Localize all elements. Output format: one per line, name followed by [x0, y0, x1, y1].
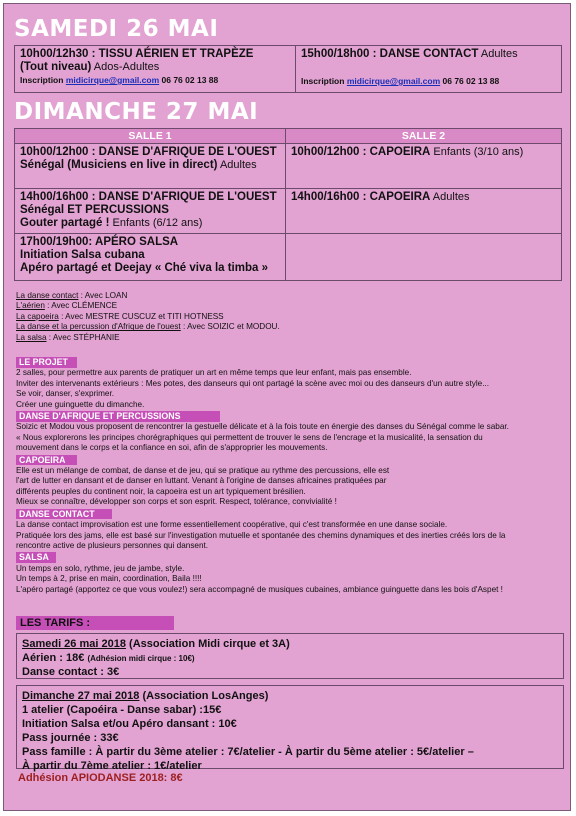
teacher-line — [16, 291, 564, 301]
tarifs-heading: LES TARIFS : — [16, 616, 174, 630]
aerien-price: Aérien : 18€ — [22, 652, 85, 664]
afrique-line: mouvement dans le corps et la confiance en soi, afin de s'approprier les mouvements. — [16, 443, 328, 453]
tarif-line: Pass famille : À partir du 3ème atelier : 7€/atelier - À partir du 5ème atelier : 5€/atelier – — [22, 746, 474, 758]
saturday-title: SAMEDI 26 MAI — [14, 16, 219, 42]
saturday-left-audience: Ados-Adultes — [93, 61, 160, 73]
projet-line: Inviter des intervenants extérieurs : Mes potes, des danseurs qui ont partagé la scène avec moi ou des danseurs d'un autre style... — [16, 378, 490, 388]
email-link[interactable]: midicirque@gmail.com — [65, 75, 160, 85]
tarifs-sunday-box — [16, 685, 564, 772]
contact-heading: DANSE CONTACT — [16, 509, 112, 520]
teacher-discipline: La salsa — [16, 332, 47, 342]
capoeira-line: différents peuples du continent noir, la capoeira est un art typiquement brésilien. — [16, 486, 306, 496]
contact-line: La danse contact improvisation est une forme essentiellement coopérative, qui c'est transformée en une danse sociale. — [16, 520, 448, 530]
tarif-line: À partir du 7ème atelier : 1€/atelier — [22, 760, 202, 772]
teacher-line — [16, 312, 564, 322]
salsa-initiation: Initiation Salsa cubana — [20, 249, 145, 261]
teacher-line — [16, 301, 564, 311]
projet-line: Se voir, danser, s'exprimer. — [16, 389, 115, 399]
tarif-line: Initiation Salsa et/ou Apéro dansant : 10€ — [22, 718, 237, 730]
saturday-left-cell — [15, 46, 296, 93]
gouter-label: Gouter partagé ! — [20, 217, 110, 229]
projet-line: 2 salles, pour permettre aux parents de pratiquer un art en même temps que leur enfant, mais pas ensemble. — [16, 368, 412, 378]
afrique-line: « Nous explorerons les principes chorégraphiques qui permettent de trouver le sens de l'encrage et la musicalité, la sensation du — [16, 432, 483, 442]
sunday-row3-left — [15, 234, 286, 281]
tarifs-saturday-assoc: (Association Midi cirque et 3A) — [125, 638, 290, 650]
saturday-left-level: (Tout niveau) — [20, 61, 92, 73]
sunday-row3-right — [286, 234, 562, 281]
tarifs-saturday-date: Samedi 26 mai 2018 — [22, 638, 126, 650]
afrique-heading: DANSE D'AFRIQUE ET PERCUSSIONS — [16, 411, 220, 422]
saturday-right-inscription — [301, 75, 556, 88]
teacher-discipline: L'aérien — [16, 301, 45, 311]
capoeira-morning-audience: Enfants (3/10 ans) — [433, 146, 524, 158]
saturday-right-cell — [296, 46, 562, 93]
tarifs-sunday-header — [22, 689, 558, 703]
afrique-line: Soizic et Modou vous proposent de rencontrer la gestuelle délicate et à la fois toute en énergie des danses du Sénégal comme le sabar. — [16, 422, 509, 432]
phone-number: 06 76 02 13 88 — [442, 76, 500, 86]
afrique-morning-title: 10h00/12h00 : DANSE D'AFRIQUE DE L'OUEST Sénégal (Musiciens en live in direct) — [20, 146, 277, 171]
contact-line: rencontre active de plusieurs personnes qui dansent. — [16, 540, 209, 550]
phone-number: 06 76 02 13 88 — [161, 75, 219, 85]
tarifs-saturday-header — [22, 637, 558, 651]
tarifs-aerien — [22, 651, 558, 665]
teacher-line — [16, 333, 564, 343]
sunday-row1-left — [15, 144, 286, 189]
teacher-discipline: La capoeira — [16, 311, 59, 321]
contact-line: Pratiquée lors des jams, elle est basé sur l'investigation mutuelle et spontanée des chemins dynamiques et des inerties créés lors de la — [16, 530, 506, 540]
saturday-right-time: 15h00/18h00 : DANSE CONTACT — [301, 48, 479, 60]
tarifs-contact: Danse contact : 3€ — [22, 666, 120, 678]
afrique-morning-audience: Adultes — [219, 159, 257, 171]
saturday-left-time: 10h00/12h30 : TISSU AÉRIEN ET TRAPÈZE — [20, 48, 254, 60]
salsa-line: Un temps en solo, rythme, jeu de jambe, style. — [16, 563, 185, 573]
capoeira-line: l'art de lutter en dansant et de danser en luttant. Venant à l'origine de danses africaines pratiquées par — [16, 476, 387, 486]
saturday-right-audience: Adultes — [480, 48, 518, 60]
salsa-line: Un temps à 2, prise en main, coordination, Baila !!!! — [16, 574, 202, 584]
afrique-afternoon-audience: Enfants (6/12 ans) — [112, 217, 203, 229]
tarifs-sunday-assoc: (Association LosAnges) — [139, 690, 269, 702]
capoeira-line: Elle est un mélange de combat, de danse et de jeu, qui se pratique au rythme des percussions, elle est — [16, 466, 390, 476]
teacher-line — [16, 322, 564, 332]
sunday-row2-left — [15, 189, 286, 234]
tarif-line: Pass journée : 33€ — [22, 732, 119, 744]
teacher-name: : Avec STÉPHANIE — [46, 332, 120, 342]
teacher-name: : Avec SOIZIC et MODOU. — [180, 322, 280, 332]
aerien-note: (Adhésion midi cirque : 10€) — [87, 654, 195, 663]
teacher-discipline: La danse contact — [16, 291, 79, 300]
tarifs-sunday-date: Dimanche 27 mai 2018 — [22, 690, 140, 702]
salle2-header: SALLE 2 — [286, 129, 562, 144]
projet-line: Créer une guinguette du dimanche. — [16, 399, 145, 409]
salle1-header: SALLE 1 — [15, 129, 286, 144]
salsa-title: 17h00/19h00: APÉRO SALSA — [20, 236, 179, 248]
capoeira-afternoon-title: 14h00/16h00 : CAPOEIRA — [291, 191, 431, 203]
sunday-title: DIMANCHE 27 MAI — [14, 99, 259, 125]
flyer-page — [3, 3, 571, 811]
teacher-discipline: La danse et la percussion d'Afrique de l'ouest — [16, 322, 181, 332]
salsa-heading: SALSA — [16, 552, 56, 563]
inscription-label: Inscription — [20, 75, 64, 85]
capoeira-morning-title: 10h00/12h00 : CAPOEIRA — [291, 146, 431, 158]
afrique-afternoon-title: 14h00/16h00 : DANSE D'AFRIQUE DE L'OUEST Sénégal ET PERCUSSIONS — [20, 191, 277, 216]
capoeira-heading: CAPOEIRA — [16, 455, 77, 466]
teacher-name: : Avec CLÉMENCE — [44, 301, 118, 311]
teacher-name: : Avec LOAN — [78, 291, 128, 300]
sunday-row2-right — [286, 189, 562, 234]
sunday-row1-right — [286, 144, 562, 189]
teachers-list — [16, 291, 564, 343]
salsa-line: L'apéro partagé (apportez ce que vous voulez!) sera accompagné de musiques cubaines, ambiance guinguette dans les bois d'Aspet ! — [16, 584, 503, 594]
teacher-name: : Avec MESTRE CUSCUZ et TITI HOTNESS — [58, 311, 224, 321]
tarifs-saturday-box — [16, 633, 564, 679]
saturday-left-inscription — [20, 74, 290, 87]
inscription-label: Inscription — [301, 76, 345, 86]
adhesion-price: Adhésion APIODANSE 2018: 8€ — [18, 772, 183, 784]
email-link[interactable]: midicirque@gmail.com — [346, 76, 441, 86]
capoeira-afternoon-audience: Adultes — [432, 191, 470, 203]
projet-heading: LE PROJET — [16, 357, 77, 368]
descriptions — [16, 356, 564, 595]
tarif-line: 1 atelier (Capoéira - Danse sabar) :15€ — [22, 704, 222, 716]
sunday-schedule — [14, 128, 562, 281]
saturday-schedule — [14, 45, 562, 93]
salsa-apero: Apéro partagé et Deejay « Ché viva la timba » — [20, 262, 268, 274]
capoeira-line: Mieux se connaître, développer son corps et son esprit. Respect, tolérance, convivialité ! — [16, 497, 337, 507]
